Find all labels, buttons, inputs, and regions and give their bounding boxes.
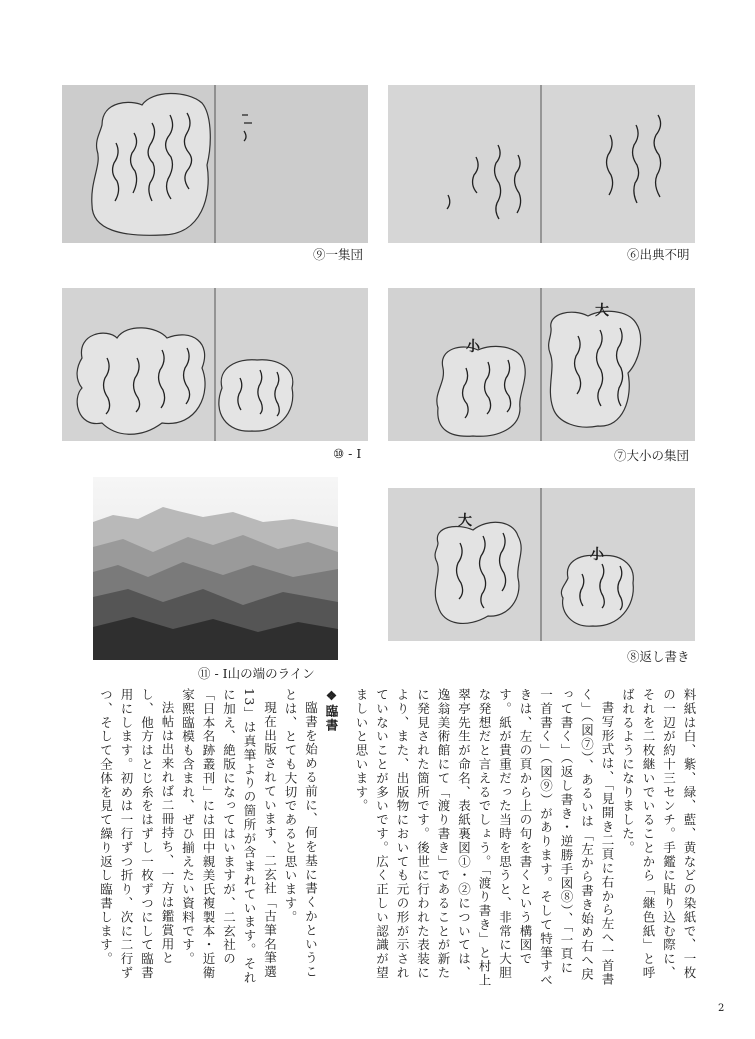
section-heading-text: 臨書	[324, 704, 339, 733]
right-text-column	[354, 688, 699, 988]
diamond-bullet-icon: ❖	[324, 688, 339, 705]
figure-8-photo	[388, 488, 695, 641]
figure-8-caption: ⑧返し書き	[627, 649, 690, 664]
fig8-large-label: 大	[458, 513, 472, 529]
left-text-column	[63, 688, 341, 988]
figure-11-caption: ⑪ - Ⅰ山の端のライン	[198, 666, 315, 681]
section-heading	[321, 688, 342, 988]
paragraph: 料紙は白、紫、緑、藍、黄などの染紙で、一枚の一辺が約十三センチ。手鑑に貼り込む際に、それを二枚継いでいることから「継色紙」と呼ばれるようになりました。	[620, 688, 697, 980]
page-number: 2	[718, 1003, 725, 1014]
fig8-small-label: 小	[590, 547, 604, 563]
figure-7-photo	[388, 288, 695, 441]
paragraph: 法帖は出来れば二冊持ち、一方は鑑賞用とし、他方はとじ糸をはずし一枚ずつにして臨書用にします。初めは一行ずつ折り、次に二行ずつ、そして全体を見て繰り返し臨書します。	[98, 688, 175, 980]
figure-6-photo	[388, 85, 695, 243]
paragraph: 現在出版されています、二玄社「古筆名筆選13」は真筆よりの箇所が含まれています。それに加え、絶版になってはいますが、二玄社の「日本名跡叢刊」には田中親美氏複製本・近衛家熙臨模も含まれ、ぜひ揃えたい資料です。	[180, 688, 278, 985]
figure-10-caption: ⑩ - Ⅰ	[333, 446, 362, 461]
figure-11-photo	[93, 477, 338, 660]
paragraph: 書写形式は、「見開き二頁に右から左へ一首書く」（図⑦）、あるいは「左から書き始め右へ戻って書く」（返し書き・逆勝手図⑧）、「一頁に一首書く」（図⑨）があります。そして特筆すべきは、左の頁から上の句を書くという構図です。紙が貴重だった当時を思うと、非常に大胆な発想だと言えるでしょう。「渡り書き」と村上翠亭先生が命名、表紙裏図①・②については、逸翁美術館にて「渡り書き」であることが新たに発見された箇所です。後世に行われた表装により、また、出版物においても元の形が示されていないことが多いです。広く正しい認識が望ましいと思います。	[354, 688, 615, 988]
figure-6-caption: ⑥出典不明	[627, 247, 690, 262]
paragraph: 臨書を始める前に、何を基に書くかということは、とても大切であると思います。	[283, 688, 319, 979]
figure-10-photo	[62, 288, 368, 441]
figure-7-caption: ⑦大小の集団	[614, 448, 690, 463]
figure-9-caption: ⑨一集団	[313, 247, 364, 262]
figure-9-photo	[62, 85, 368, 243]
fig7-large-label: 大	[595, 303, 609, 319]
fig7-small-label: 小	[466, 339, 480, 355]
